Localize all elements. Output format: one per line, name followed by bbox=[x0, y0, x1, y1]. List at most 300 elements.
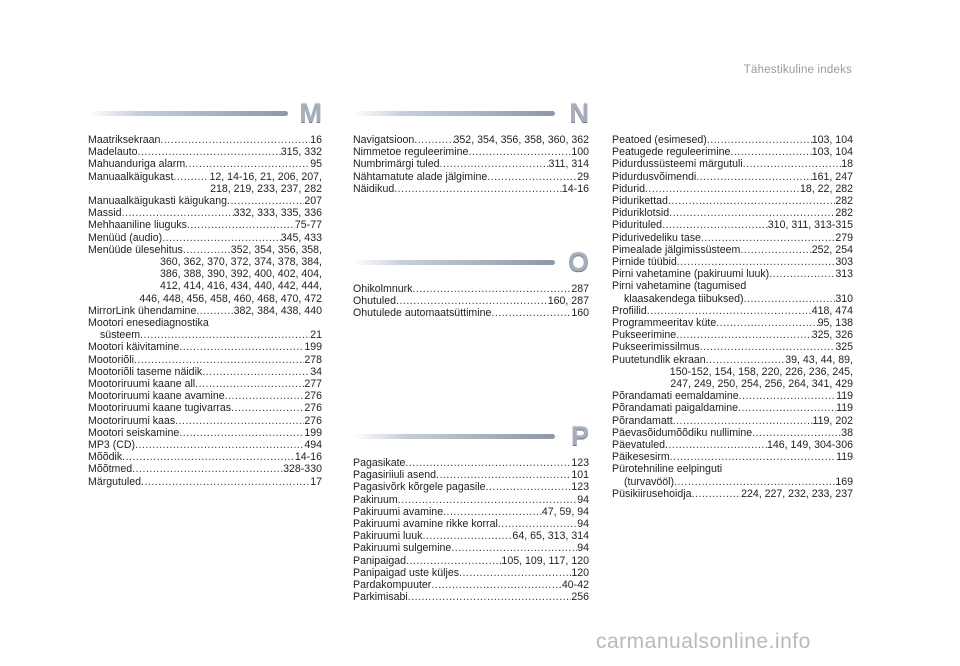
entry-term: Näidikud bbox=[353, 182, 395, 195]
entry-term: Massid bbox=[88, 207, 122, 220]
entry-row bbox=[88, 219, 322, 231]
dot-leader bbox=[179, 427, 304, 439]
dot-leader bbox=[738, 402, 836, 414]
dot-leader bbox=[394, 183, 562, 195]
index-entry bbox=[612, 305, 853, 317]
entry-pages: 14-16 bbox=[294, 451, 322, 464]
index-entry bbox=[612, 244, 853, 256]
entry-term-line: Mootori enesediagnostika bbox=[88, 317, 209, 330]
dot-leader bbox=[132, 463, 283, 475]
entry-pages: 332, 333, 335, 336 bbox=[233, 207, 322, 220]
entry-row bbox=[88, 244, 322, 256]
entry-pages: 276 bbox=[304, 414, 322, 427]
heading-rule bbox=[353, 111, 555, 116]
index-entry bbox=[88, 354, 322, 366]
entry-pages: 282 bbox=[835, 195, 853, 208]
entry-row bbox=[612, 134, 853, 146]
entry-row bbox=[353, 481, 589, 493]
entry-pages: 105, 109, 117, 120 bbox=[501, 554, 589, 567]
entry-pages: 310, 311, 313-315 bbox=[767, 219, 853, 232]
entry-term: Pidurikettad bbox=[612, 195, 668, 208]
index-entry bbox=[88, 390, 322, 402]
section-o bbox=[353, 247, 589, 320]
entry-pages: 282 bbox=[835, 207, 853, 220]
section-letter: P bbox=[570, 421, 589, 451]
index-entry bbox=[353, 469, 589, 481]
dot-leader bbox=[185, 158, 310, 170]
section-letter: O bbox=[567, 247, 589, 277]
dot-leader bbox=[769, 268, 835, 280]
entry-row bbox=[88, 427, 322, 439]
index-entry bbox=[612, 402, 853, 414]
index-entry bbox=[353, 158, 589, 170]
entry-pages: 123 bbox=[571, 457, 589, 469]
entry-row bbox=[612, 171, 853, 183]
entry-row bbox=[612, 451, 853, 463]
entry-row bbox=[353, 183, 589, 195]
dot-leader bbox=[431, 579, 562, 591]
dot-leader bbox=[122, 451, 295, 463]
dot-leader bbox=[670, 451, 836, 463]
entry-row bbox=[88, 341, 322, 353]
entry-pages: 199 bbox=[304, 426, 322, 439]
index-entry bbox=[353, 283, 589, 295]
entry-row bbox=[88, 415, 322, 427]
dot-leader bbox=[645, 183, 800, 195]
entry-term: MP3 (CD) bbox=[88, 439, 136, 452]
entry-pages: 17 bbox=[310, 475, 322, 488]
dot-leader bbox=[414, 134, 453, 146]
entry-pages: 95, 138 bbox=[817, 317, 853, 330]
entry-pages: 16 bbox=[310, 134, 322, 146]
index-entry bbox=[88, 341, 322, 353]
dot-leader bbox=[135, 439, 304, 451]
entry-row bbox=[353, 295, 589, 307]
entry-pages: 40-42 bbox=[561, 579, 589, 592]
dot-leader bbox=[700, 341, 836, 353]
entry-pages-continued: 446, 448, 456, 458, 460, 468, 470, 472 bbox=[139, 292, 322, 305]
dot-leader bbox=[398, 494, 577, 506]
dot-leader bbox=[436, 469, 571, 481]
entry-term: Pagasiriiuli asend bbox=[353, 469, 437, 482]
entry-term: Põrandamatt bbox=[612, 414, 673, 427]
entry-pages: 325, 326 bbox=[811, 329, 853, 342]
index-entry bbox=[353, 134, 589, 146]
index-entry bbox=[612, 183, 853, 195]
entry-term: Püsikiirusehoidja bbox=[612, 487, 692, 500]
entry-row bbox=[353, 579, 589, 591]
entry-pages: 169 bbox=[835, 475, 853, 488]
entry-pages-continued: 247, 249, 250, 254, 256, 264, 341, 429 bbox=[670, 378, 853, 391]
entry-pages: 277 bbox=[304, 378, 322, 391]
dot-leader bbox=[744, 293, 836, 305]
index-entry bbox=[88, 195, 322, 207]
entry-row bbox=[353, 518, 589, 530]
dot-leader bbox=[122, 207, 234, 219]
index-entry bbox=[88, 207, 322, 219]
entry-row bbox=[88, 171, 322, 183]
index-entry bbox=[353, 307, 589, 319]
index-entry bbox=[612, 415, 853, 427]
index-entry bbox=[88, 134, 322, 146]
entry-term: Pakiruumi avamine rikke korral bbox=[353, 518, 498, 531]
entry-term: Mehhaaniline liuguks bbox=[88, 219, 187, 232]
dot-leader bbox=[706, 354, 786, 366]
letter-heading-o bbox=[353, 247, 589, 277]
entry-term: Päevatuled bbox=[612, 439, 666, 452]
entry-pages: 75-77 bbox=[294, 219, 322, 232]
entry-pages: 160 bbox=[571, 307, 589, 320]
index-entry bbox=[88, 171, 322, 195]
index-entry bbox=[612, 439, 853, 451]
section-letter: N bbox=[569, 98, 589, 128]
entry-term: Märgutuled bbox=[88, 475, 141, 488]
entry-row bbox=[612, 305, 853, 317]
entry-pages: 18 bbox=[841, 158, 853, 171]
entry-term: Nimmetoe reguleerimine bbox=[353, 146, 469, 159]
index-entry bbox=[88, 317, 322, 341]
entry-pages: 123 bbox=[571, 481, 589, 494]
entry-pages: 94 bbox=[577, 518, 589, 531]
entry-pages: 315, 332 bbox=[280, 146, 322, 159]
index-entry bbox=[88, 463, 322, 475]
dot-leader bbox=[202, 366, 310, 378]
dot-leader bbox=[412, 283, 571, 295]
entry-pages-continued: 412, 414, 416, 434, 440, 442, 444, bbox=[160, 280, 322, 293]
entry-term: Panipaigad bbox=[353, 554, 407, 567]
index-entry bbox=[353, 171, 589, 183]
entry-pages: 311, 314 bbox=[548, 158, 589, 171]
watermark-text: carmanualsonline.info bbox=[596, 630, 811, 653]
entry-term-line: Pürotehniline eelpinguti bbox=[612, 463, 723, 476]
entry-term: Pakiruumi avamine bbox=[353, 505, 444, 518]
entry-term: Mootori käivitamine bbox=[88, 341, 180, 354]
entry-pages: 494 bbox=[304, 439, 322, 452]
index-entry bbox=[612, 341, 853, 353]
entry-term: Nähtamatute alade jälgimine bbox=[353, 170, 488, 183]
entry-row bbox=[88, 146, 322, 158]
entry-row bbox=[612, 415, 853, 427]
entry-pages: 256 bbox=[571, 591, 589, 604]
entry-term: Pidurituled bbox=[612, 219, 663, 232]
section-m bbox=[88, 98, 322, 488]
entry-row bbox=[353, 158, 589, 170]
entry-pages-continued: 218, 219, 233, 237, 282 bbox=[210, 182, 322, 195]
dot-leader bbox=[141, 476, 310, 488]
entry-pages: 279 bbox=[835, 231, 853, 244]
index-entry bbox=[612, 219, 853, 231]
entry-pages: 310 bbox=[835, 292, 853, 305]
entry-pages: 303 bbox=[835, 256, 853, 269]
index-entry bbox=[612, 488, 853, 500]
dot-leader bbox=[743, 158, 841, 170]
entry-term: süsteem bbox=[100, 329, 141, 342]
entry-term: Pagasivõrk kõrgele pagasile bbox=[353, 481, 486, 494]
entry-row bbox=[353, 457, 589, 469]
entry-pages: 101 bbox=[571, 469, 589, 482]
entry-pages: 100 bbox=[571, 146, 589, 159]
entry-term: Mootoriõli taseme näidik bbox=[88, 365, 203, 378]
entry-term: Pirni vahetamine (pakiruumi luuk) bbox=[612, 268, 770, 281]
entry-term: Mootoriruumi kaas bbox=[88, 414, 176, 427]
entry-row bbox=[353, 542, 589, 554]
entry-row bbox=[612, 402, 853, 414]
entry-row bbox=[88, 329, 322, 341]
entry-row bbox=[353, 506, 589, 518]
entry-row bbox=[88, 451, 322, 463]
entry-term: Profiilid bbox=[612, 304, 647, 317]
entry-row bbox=[353, 494, 589, 506]
entry-row bbox=[88, 378, 322, 390]
entry-row bbox=[353, 283, 589, 295]
index-entry bbox=[353, 183, 589, 195]
index-entry bbox=[612, 195, 853, 207]
section-p bbox=[353, 421, 589, 604]
entry-term: Peatoed (esimesed) bbox=[612, 134, 707, 146]
entry-pages: 18, 22, 282 bbox=[799, 182, 853, 195]
entry-term: Numbrimärgi tuled bbox=[353, 158, 440, 171]
dot-leader bbox=[662, 219, 768, 231]
entry-row bbox=[612, 317, 853, 329]
entry-pages: 418, 474 bbox=[811, 304, 853, 317]
entry-pages: 382, 384, 438, 440 bbox=[233, 304, 322, 317]
index-entry bbox=[612, 280, 853, 304]
entry-term: Mootoriõli bbox=[88, 353, 134, 366]
index-entry bbox=[88, 146, 322, 158]
dot-leader bbox=[396, 295, 548, 307]
entry-row bbox=[612, 256, 853, 268]
dot-leader bbox=[140, 329, 310, 341]
dot-leader bbox=[451, 542, 577, 554]
entry-term: Ohikolmnurk bbox=[353, 283, 413, 295]
entry-pages: 119, 202 bbox=[812, 414, 853, 427]
entry-row bbox=[353, 171, 589, 183]
entry-row bbox=[88, 439, 322, 451]
index-entry bbox=[612, 463, 853, 487]
entry-term: Pukseerimissilmus bbox=[612, 341, 700, 354]
dot-leader bbox=[187, 219, 295, 231]
index-entry bbox=[612, 329, 853, 341]
dot-leader bbox=[752, 427, 841, 439]
index-entry bbox=[612, 390, 853, 402]
index-entry bbox=[353, 555, 589, 567]
entry-term: Manuaalkäigukasti käigukang bbox=[88, 195, 227, 208]
entry-pages: 119 bbox=[836, 402, 853, 415]
entry-pages: 94 bbox=[577, 493, 589, 506]
entry-term: Pidurid bbox=[612, 182, 645, 195]
entry-term: Pakiruumi luuk bbox=[353, 530, 423, 543]
entry-row bbox=[353, 134, 589, 146]
dot-leader bbox=[195, 378, 304, 390]
entry-pages: 29 bbox=[577, 170, 589, 183]
entry-row bbox=[88, 232, 322, 244]
index-entry bbox=[612, 427, 853, 439]
dot-leader bbox=[162, 232, 281, 244]
dot-leader bbox=[231, 402, 304, 414]
index-entry bbox=[612, 232, 853, 244]
index-entry bbox=[88, 158, 322, 170]
entry-term: Peatugede reguleerimine bbox=[612, 146, 731, 159]
dot-leader bbox=[173, 171, 209, 183]
dot-leader bbox=[730, 146, 811, 158]
dot-leader bbox=[486, 481, 572, 493]
entry-term: Mõõdik bbox=[88, 451, 123, 464]
entry-pages: 325 bbox=[835, 341, 853, 354]
index-entry bbox=[612, 317, 853, 329]
index-entry bbox=[612, 158, 853, 170]
entry-term: Mootoriruumi kaane avamine bbox=[88, 390, 225, 403]
entry-row bbox=[612, 207, 853, 219]
entry-pages-continued: 150-152, 154, 158, 220, 226, 236, 245, bbox=[669, 365, 853, 378]
entry-pages: 120 bbox=[571, 566, 589, 579]
letter-heading-m bbox=[88, 98, 322, 128]
index-entry bbox=[353, 146, 589, 158]
entry-term: Menüüd (audio) bbox=[88, 231, 163, 244]
entry-pages: 207 bbox=[304, 195, 322, 208]
index-entry bbox=[612, 451, 853, 463]
entry-row bbox=[612, 232, 853, 244]
entry-row bbox=[612, 158, 853, 170]
dot-leader bbox=[137, 146, 280, 158]
entry-term: Päikesesirm bbox=[612, 451, 670, 464]
entry-term: Põrandamati eemaldamine bbox=[612, 390, 739, 403]
entry-pages: 199 bbox=[304, 341, 322, 354]
entry-row bbox=[612, 427, 853, 439]
section-n bbox=[353, 98, 589, 195]
entry-term: Pardakompuuter bbox=[353, 579, 432, 592]
index-entry bbox=[88, 415, 322, 427]
dot-leader bbox=[134, 354, 304, 366]
letter-heading-n bbox=[353, 98, 589, 128]
index-entry bbox=[353, 530, 589, 542]
entry-row bbox=[88, 305, 322, 317]
section-p-continued bbox=[612, 134, 853, 500]
index-entry bbox=[612, 268, 853, 280]
entry-pages: 64, 65, 313, 314 bbox=[512, 530, 589, 543]
dot-leader bbox=[665, 439, 767, 451]
index-entry bbox=[88, 244, 322, 305]
dot-leader bbox=[406, 555, 501, 567]
dot-leader bbox=[227, 195, 304, 207]
entry-row bbox=[612, 244, 853, 256]
entry-row bbox=[612, 488, 853, 500]
entry-term: Mõõtmed bbox=[88, 463, 133, 476]
entry-pages: 47, 59, 94 bbox=[541, 505, 589, 518]
dot-leader bbox=[647, 305, 812, 317]
entry-pages: 352, 354, 356, 358, 360, 362 bbox=[453, 134, 589, 146]
entry-term: Pimealade jälgimissüsteem bbox=[612, 243, 741, 256]
entry-term: Mootoriruumi kaane all bbox=[88, 378, 196, 391]
index-entries bbox=[353, 134, 589, 195]
entry-term: Parkimisabi bbox=[353, 591, 408, 604]
entry-pages: 146, 149, 304-306 bbox=[766, 439, 853, 452]
entry-row bbox=[353, 146, 589, 158]
entry-row bbox=[88, 207, 322, 219]
entry-pages: 119 bbox=[836, 390, 853, 403]
index-entry bbox=[88, 232, 322, 244]
index-entry bbox=[88, 305, 322, 317]
index-entry bbox=[612, 146, 853, 158]
entry-term: Puutetundlik ekraan bbox=[612, 353, 706, 366]
index-entry bbox=[88, 366, 322, 378]
entry-row bbox=[88, 390, 322, 402]
entry-term: Manuaalkäigukast bbox=[88, 170, 174, 183]
dot-leader bbox=[692, 488, 742, 500]
index-entry bbox=[612, 354, 853, 391]
dot-leader bbox=[179, 341, 304, 353]
dot-leader bbox=[707, 134, 812, 146]
entry-pages: 278 bbox=[304, 353, 322, 366]
entry-pages-continued: 386, 388, 390, 392, 400, 402, 404, bbox=[160, 268, 322, 281]
dot-leader bbox=[701, 232, 835, 244]
index-entry bbox=[612, 171, 853, 183]
index-entry bbox=[353, 481, 589, 493]
entry-row bbox=[88, 366, 322, 378]
index-entry bbox=[353, 567, 589, 579]
dot-leader bbox=[183, 244, 231, 256]
index-entry bbox=[353, 579, 589, 591]
entry-term: Panipaigad uste küljes bbox=[353, 566, 460, 579]
heading-rule bbox=[88, 111, 288, 116]
index-entry bbox=[612, 256, 853, 268]
index-entry bbox=[88, 402, 322, 414]
entry-pages: 352, 354, 356, 358, bbox=[230, 243, 322, 256]
entry-term: MirrorLink ühendamine bbox=[88, 304, 197, 317]
entry-pages: 39, 43, 44, 89, bbox=[785, 353, 853, 366]
entry-term: Piduriklotsid bbox=[612, 207, 670, 220]
entry-term: Põrandamati paigaldamine bbox=[612, 402, 739, 415]
entry-pages: 94 bbox=[577, 542, 589, 555]
entry-row bbox=[353, 530, 589, 542]
dot-leader bbox=[196, 305, 233, 317]
entry-pages: 34 bbox=[310, 365, 322, 378]
dot-leader bbox=[160, 134, 310, 146]
index-entry bbox=[612, 207, 853, 219]
index-entry bbox=[88, 476, 322, 488]
dot-leader bbox=[175, 415, 304, 427]
entry-pages: 345, 433 bbox=[280, 231, 322, 244]
page-header-title: Tähestikuline indeks bbox=[743, 64, 852, 76]
entry-row bbox=[88, 402, 322, 414]
index-entry bbox=[612, 134, 853, 146]
entry-term: Menüüde ülesehitus bbox=[88, 243, 183, 256]
entry-row bbox=[612, 390, 853, 402]
index-entries bbox=[612, 134, 853, 500]
dot-leader bbox=[225, 390, 305, 402]
entry-pages: 38 bbox=[841, 426, 853, 439]
entry-term: Pakiruum bbox=[353, 493, 398, 506]
index-entry bbox=[353, 494, 589, 506]
entry-pages: 161, 247 bbox=[811, 170, 853, 183]
dot-leader bbox=[674, 476, 835, 488]
entry-row bbox=[612, 268, 853, 280]
entry-row bbox=[612, 146, 853, 158]
dot-leader bbox=[487, 171, 577, 183]
dot-leader bbox=[676, 329, 812, 341]
entry-term: Pidurdusvõimendi bbox=[612, 170, 697, 183]
dot-leader bbox=[468, 146, 571, 158]
entry-term: Pidurivedeliku tase bbox=[612, 231, 701, 244]
index-entry bbox=[353, 518, 589, 530]
entry-row bbox=[353, 307, 589, 319]
index-entry bbox=[88, 451, 322, 463]
entry-term: Pukseerimine bbox=[612, 329, 677, 342]
entry-row bbox=[612, 219, 853, 231]
entry-term: Mootoriruumi kaane tugivarras bbox=[88, 402, 232, 415]
entry-row bbox=[612, 329, 853, 341]
entry-row bbox=[353, 591, 589, 603]
entry-term: Navigatsioon bbox=[353, 134, 415, 146]
